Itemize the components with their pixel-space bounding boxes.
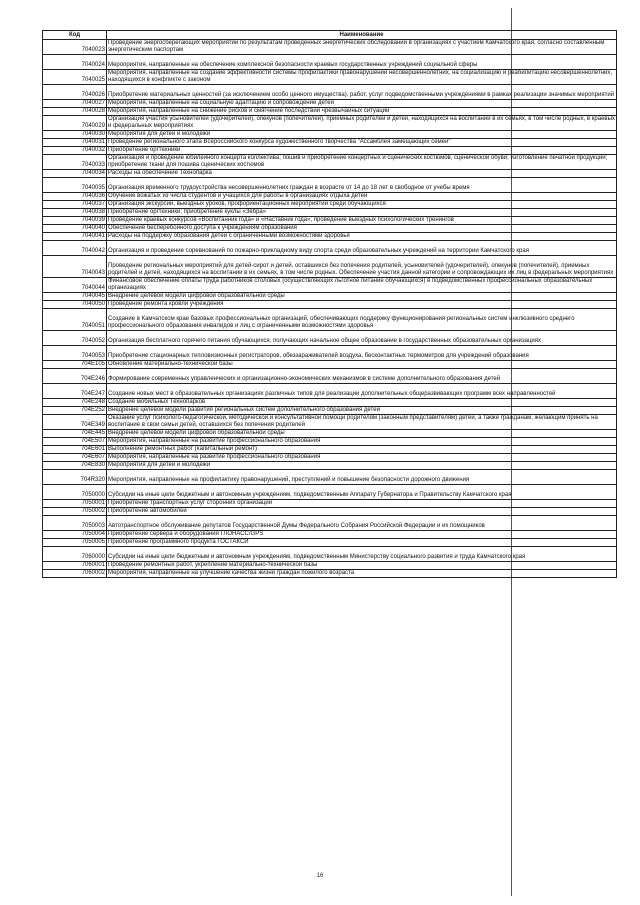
row-code: 7040033 — [43, 155, 107, 170]
row-code: 7040051 — [43, 309, 107, 331]
table-row — [43, 178, 617, 193]
row-code: 7040050 — [43, 301, 107, 309]
row-name: Мероприятия, направленные на создание эффективности системы профилактики правонарушений несовершеннолетних, на социализацию и реабилитацию несовершеннолетних, находящихся в конфликте с законом — [107, 70, 617, 85]
table-row — [43, 539, 617, 547]
row-code: 7040053 — [43, 346, 107, 361]
row-code: 7040034 — [43, 170, 107, 178]
row-code: 7040036 — [43, 193, 107, 201]
table-row — [43, 462, 617, 470]
row-code: 7040052 — [43, 331, 107, 346]
row-name: Создание новых мест в образовательных организациях различных типов для реализации дополнительных общеразвивающих программ всех направленностей — [107, 384, 617, 399]
row-name: Организация и проведение соревнований по пожарно-прикладному виду спорта среди образовательных учреждений на территории Камчатского края — [107, 241, 617, 256]
header-code: Код — [43, 31, 107, 40]
row-name: Проведение энергосберегающих мероприятий по результатам проведенных энергетических обследований в организациях с участием Камчатского края, согласно составленным энергетическим паспортам — [107, 40, 617, 55]
row-code: 704E252 — [43, 407, 107, 415]
row-name: Проведение ремонтных работ, укрепление материально-технической базы — [107, 562, 617, 570]
row-name: Создание мобильных Технопарков — [107, 399, 617, 407]
row-code: 7040045 — [43, 293, 107, 301]
table-row — [43, 384, 617, 399]
row-name: Расходы на обеспечение Технопарка — [107, 170, 617, 178]
table-row — [43, 361, 617, 369]
table-row — [43, 131, 617, 139]
row-code: 7040026 — [43, 85, 107, 100]
row-code: 7040027 — [43, 100, 107, 108]
row-code: 7040023 — [43, 40, 107, 55]
row-name: Организация и проведение юбилейного концерта коллектива; пошив и приобретение концертных и сценических костюмов, сценической обуви; изготовление печатной продукции; приобретение ткани для пошива сценических костюмов — [107, 155, 617, 170]
table-row — [43, 278, 617, 293]
table-row — [43, 430, 617, 438]
row-name: Приобретение транспортных услуг сторонних организаций — [107, 500, 617, 508]
row-code: 7050004 — [43, 531, 107, 539]
row-name: Приобретение стационарных тепловизионных регистраторов, обеззараживателей воздуха, бесконтактных термометров для учреждений образования — [107, 346, 617, 361]
row-name: Мероприятия, направленные на развитие профессионального образования — [107, 438, 617, 446]
table-row — [43, 293, 617, 301]
table-row — [43, 438, 617, 446]
row-code: 704R320 — [43, 470, 107, 485]
row-code: 7060002 — [43, 570, 107, 578]
row-code: 7040043 — [43, 256, 107, 278]
table-row — [43, 301, 617, 309]
table-row — [43, 170, 617, 178]
row-code: 704E349 — [43, 415, 107, 430]
row-name: Организация бесплатного горячего питания обучающихся, получающих начальное общее образование в государственных образовательных организациях — [107, 331, 617, 346]
row-code: 704E246 — [43, 369, 107, 384]
table-row — [43, 415, 617, 430]
row-code: 7040041 — [43, 233, 107, 241]
row-code: 7040044 — [43, 278, 107, 293]
row-name: Мероприятия, направленные на улучшение качества жизни граждан пожилого возраста — [107, 570, 617, 578]
row-name: Внедрение целевой модели развития региональных систем дополнительного образования детей — [107, 407, 617, 415]
row-code: 7050002 — [43, 508, 107, 516]
row-code: 7040039 — [43, 217, 107, 225]
row-code: 7040031 — [43, 139, 107, 147]
table-row — [43, 225, 617, 233]
table-row — [43, 209, 617, 217]
table-header-row — [43, 31, 617, 40]
row-name: Субсидии на иные цели бюджетным и автономным учреждениям, подведомственным Аппарату Губернатора и Правительству Камчатского края — [107, 485, 617, 500]
table-row — [43, 116, 617, 131]
row-name: Проведение регионального этапа Всероссийского конкурса художественного творчества "Ассамблея замещающих семей" — [107, 139, 617, 147]
table-row — [43, 241, 617, 256]
row-name: Обеспечение бесперебойного доступа к учреждениям образования — [107, 225, 617, 233]
table-row — [43, 470, 617, 485]
row-code: 704E601 — [43, 446, 107, 454]
row-code: 7040025 — [43, 70, 107, 85]
row-code: 7060000 — [43, 547, 107, 562]
row-code: 7040035 — [43, 178, 107, 193]
row-name: Мероприятия для детей и молодежи — [107, 462, 617, 470]
table-row — [43, 531, 617, 539]
row-name: Внедрение целевой модели цифровой образовательной среды — [107, 430, 617, 438]
row-name: Мероприятия, направленные на развитие профессионального образования — [107, 454, 617, 462]
table-row — [43, 256, 617, 278]
row-code: 704E607 — [43, 454, 107, 462]
row-code: 704E105 — [43, 361, 107, 369]
row-name: Субсидии на иные цели бюджетным и автономным учреждениям, подведомственным Министерству социального развития и труда Камчатского края — [107, 547, 617, 562]
row-name: Приобретение материальных ценностей (за исключением особо ценного имущества), работ, услуг подведомственными учреждениями в рамках реализации значимых мероприятий — [107, 85, 617, 100]
row-name: Создание в Камчатском крае базовых профессиональных организаций, обеспечивающих поддержку функционирования региональных систем инклюзивного среднего профессионального образования инвалидов и лиц с ограниченными возможностями здоровья — [107, 309, 617, 331]
row-code: 7050001 — [43, 500, 107, 508]
table-row — [43, 85, 617, 100]
row-name: Мероприятия, направленные на социальную адаптацию и сопровождение детей — [107, 100, 617, 108]
table-row — [43, 70, 617, 85]
table-row — [43, 570, 617, 578]
table-row — [43, 446, 617, 454]
table-row — [43, 562, 617, 570]
row-name: Проведение региональных мероприятий для детей-сирот и детей, оставшихся без попечения родителей, усыновителей (удочерителей), опекунов (попечителей), приемных родителей и детей, находящихся на воспитании в их семьях, в том числе родных. Обеспечение участия данной категории и сопровождающих их лиц в федеральных мероприятиях — [107, 256, 617, 278]
row-code: 704E830 — [43, 462, 107, 470]
header-name: Наименование — [107, 31, 617, 40]
row-code: 7040030 — [43, 131, 107, 139]
row-name: Мероприятия для детей и молодежи — [107, 131, 617, 139]
row-name: Приобретение сервера и оборудования ГЛОНАСС/GPS — [107, 531, 617, 539]
row-code: 7040024 — [43, 55, 107, 70]
table-row — [43, 139, 617, 147]
table-body — [43, 40, 617, 578]
row-name: Приобретение программного продукта ГОСТАКСИ — [107, 539, 617, 547]
row-name: Проведение ремонта кровли учреждения — [107, 301, 617, 309]
row-name: Мероприятия, направленные на снижение рисков и смягчение последствий чрезвычайных ситуаций — [107, 108, 617, 116]
row-code: 704E445 — [43, 430, 107, 438]
table-row — [43, 217, 617, 225]
table-row — [43, 399, 617, 407]
row-name: Организация участия усыновителей (удочерителей), опекунов (попечителей), приемных родителей и детей, находящихся на воспитании в их семьях, в том числе родных, в краевых и федеральных мероприятиях — [108, 116, 615, 129]
row-code: 7040037 — [43, 201, 107, 209]
row-name: Организация временного трудоустройства несовершеннолетних граждан в возрасте от 14 до 18 лет в свободное от учебы время — [107, 178, 617, 193]
table-row — [43, 346, 617, 361]
row-name: Формирование современных управленческих и организационно-экономических механизмов в системе дополнительного образования детей — [107, 369, 617, 384]
row-name: Расходы на поддержку образования детей с ограниченными возможностями здоровья — [107, 233, 617, 241]
table-row — [43, 508, 617, 516]
table-row — [43, 331, 617, 346]
row-name: Оказание услуг психолого-педагогической, методической и консультативной помощи родителям (законным представителям) детей, а также гражданам, желающим принять на воспитание в свои семьи детей, оставшихся без попечения родителей — [107, 415, 617, 430]
page-number: 16 — [316, 873, 324, 879]
row-name: Приобретение автомобилей — [107, 508, 617, 516]
row-code: 7040032 — [43, 147, 107, 155]
table-row — [43, 407, 617, 415]
row-code: 704E248 — [43, 399, 107, 407]
row-code: 7050005 — [43, 539, 107, 547]
row-code: 7050003 — [43, 516, 107, 531]
row-name: Проведение краевых конкурсов «Воспитанник года» и «Наставник года»; проведение выездных психологических тренингов — [107, 217, 617, 225]
row-name: Внедрение целевой модели цифровой образовательной среды — [107, 293, 617, 301]
row-code: 7040042 — [43, 241, 107, 256]
table-row — [43, 147, 617, 155]
table-row — [43, 485, 617, 500]
row-code: 7050000 — [43, 485, 107, 500]
row-code: 7040038 — [43, 209, 107, 217]
table-row — [43, 155, 617, 170]
table-row — [43, 201, 617, 209]
table-row — [43, 108, 617, 116]
row-code: 704E507 — [43, 438, 107, 446]
row-name: Выполнение ремонтных работ (капитальный ремонт) — [107, 446, 617, 454]
row-code: 7040028 — [43, 108, 107, 116]
table-row — [43, 369, 617, 384]
row-name: Финансовое обеспечение оплаты труда работников столовых (осуществляющих льготное питание обучающихся) в подведомственных профессиональных образовательных организациях — [107, 278, 617, 293]
row-name: Автотранспортное обслуживание депутатов Государственной Думы Федерального Собрания Российской Федерации и их помощников — [107, 516, 617, 531]
table-row — [43, 100, 617, 108]
codes-table — [42, 30, 617, 578]
row-name: Обновление материально-технической базы — [107, 361, 617, 369]
table-row — [43, 55, 617, 70]
row-name: Мероприятия, направленные на профилактику правонарушений, преступлений и повышение безопасности дорожного движения — [107, 470, 617, 485]
row-code: 7040040 — [43, 225, 107, 233]
table-row — [43, 454, 617, 462]
table-row — [43, 547, 617, 562]
table-row — [43, 40, 617, 55]
table-row — [43, 233, 617, 241]
row-name: Обучение вожатых из числа студентов и учащихся для работы в организациях отдыха детей — [107, 193, 617, 201]
row-name: Организация экскурсий, выездных уроков, профориентационных мероприятий среди обучающихся — [107, 201, 617, 209]
row-name: Приобретение оргтехники — [107, 147, 617, 155]
row-code: 7040029 — [43, 116, 107, 131]
row-code: 7060001 — [43, 562, 107, 570]
table-row — [43, 500, 617, 508]
table-row — [43, 193, 617, 201]
row-name: Приобретение оргтехники; приобретение куклы «Зебра» — [107, 209, 617, 217]
table-row — [43, 516, 617, 531]
row-name: Мероприятия, направленные на обеспечение комплексной безопасности краевых государственных учреждений социальной сферы — [107, 55, 617, 70]
table-row — [43, 309, 617, 331]
row-code: 704E247 — [43, 384, 107, 399]
